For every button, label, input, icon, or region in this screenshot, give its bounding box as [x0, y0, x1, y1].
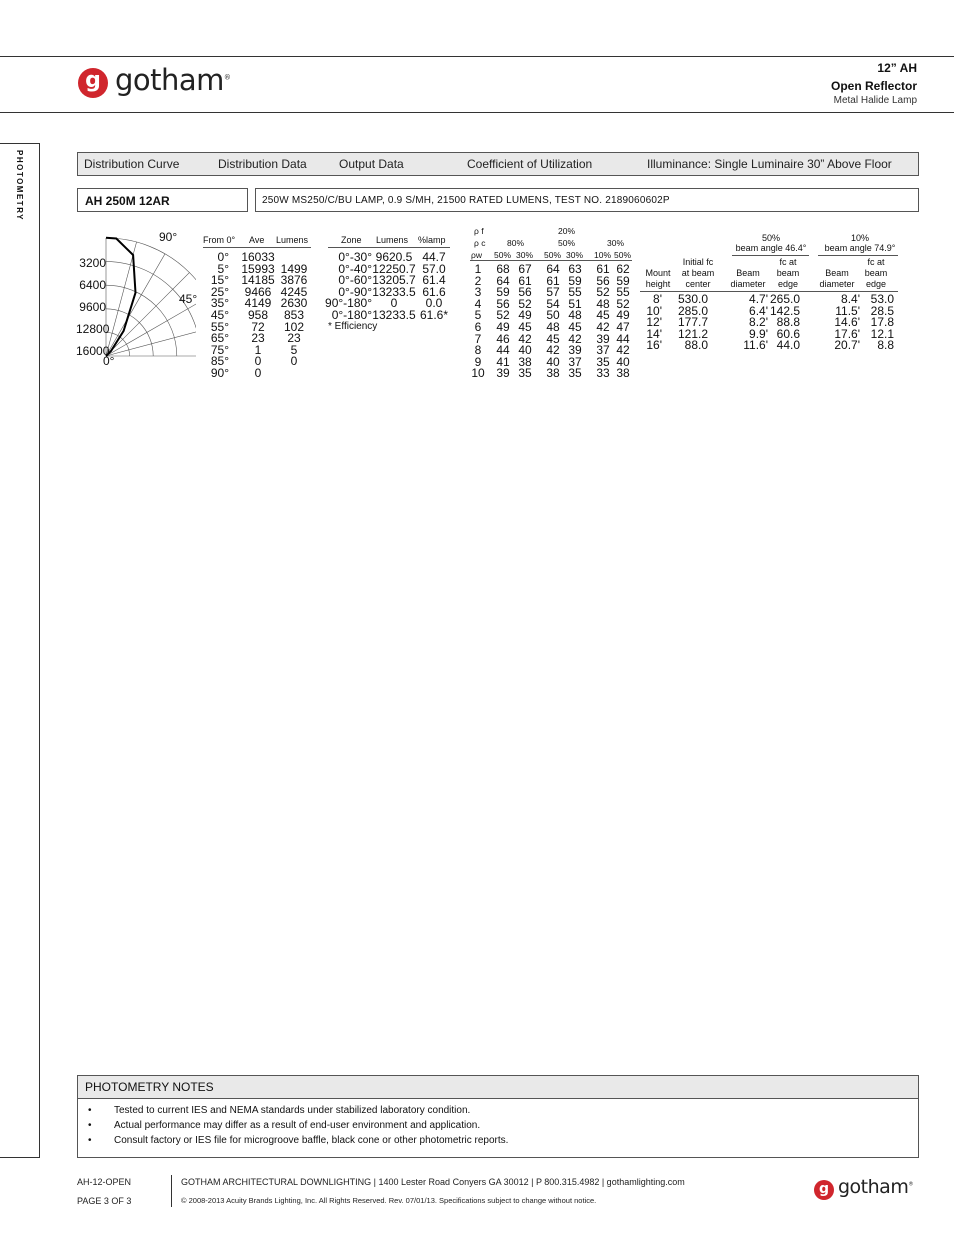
output-pct-column	[418, 252, 450, 322]
cu-rcr: 4	[474, 296, 482, 311]
cu-value: 40	[546, 354, 560, 369]
dist-angle-column	[203, 252, 229, 380]
cu-value: 61	[546, 273, 560, 288]
dist-ave: 72	[251, 319, 265, 334]
initial-fc: 177.7	[677, 315, 708, 330]
radial-label: 6400	[79, 278, 106, 292]
cu-value: 56	[596, 273, 610, 288]
initial-header: at beam	[681, 268, 715, 278]
cu-value: 38	[616, 366, 630, 381]
dist-lumens: 1499	[280, 261, 308, 276]
dist-angle: 55°	[210, 319, 229, 334]
beam2-fc: 8.8	[877, 338, 894, 353]
dist-lumens	[276, 368, 312, 380]
initial-fc: 88.0	[684, 338, 708, 353]
dist-ave: 16033	[241, 250, 275, 264]
beam1-rule	[732, 255, 809, 256]
mount-height: 12'	[646, 315, 662, 330]
cu-sub-header: 50%	[494, 250, 512, 260]
cu-sub-header: 50%	[614, 250, 632, 260]
brand-wordmark: gotham®	[115, 63, 231, 97]
output-lumens: 13233.5	[372, 307, 416, 322]
output-lumens: 12250.7	[372, 261, 416, 276]
footer-address: GOTHAM ARCHITECTURAL DOWNLIGHTING | 1400 Lester Road Conyers GA 30012 | P 800.315.4982 | gothamlighting.com	[181, 1177, 685, 1187]
cu-value: 42	[616, 343, 630, 358]
radial-label: 3200	[79, 256, 106, 270]
output-zone: 0°-40°	[338, 261, 372, 276]
cu-value: 55	[568, 285, 582, 300]
product-subtitle: Open Reflector	[830, 79, 917, 93]
cu-rcr-column	[470, 264, 486, 380]
initial-header: Initial fc	[682, 257, 714, 267]
radial-label: 12800	[76, 322, 110, 336]
mount-height: 16'	[646, 338, 662, 353]
beam2-rule	[818, 255, 898, 256]
dist-lumens: 5	[290, 342, 298, 357]
cu-group-50: 50%	[558, 238, 576, 248]
dist-ave: 958	[247, 307, 269, 322]
radial-label: 16000	[76, 344, 110, 358]
cu-value: 45	[568, 319, 582, 334]
polar-spoke	[106, 273, 189, 356]
output-pct: 57.0	[422, 261, 446, 276]
cu-value: 56	[496, 296, 510, 311]
cu-value: 59	[616, 273, 630, 288]
beam2-fc: 12.1	[870, 326, 894, 341]
beam1-diameter: 6.4'	[749, 303, 768, 318]
cu-value: 39	[596, 331, 610, 346]
cu-value: 51	[568, 296, 582, 311]
product-title: 12” AH	[877, 61, 917, 75]
gotham-logo-icon: g	[78, 68, 108, 98]
beam2-diameter: 20.7'	[834, 338, 860, 353]
cu-value: 59	[496, 285, 510, 300]
dist-header-lumens: Lumens	[276, 235, 309, 245]
cu-value: 47	[616, 319, 630, 334]
beam2-diameter: 17.6'	[834, 326, 860, 341]
beam2-fc-header: fc at	[867, 257, 885, 267]
lamp-info: 250W MS250/C/BU LAMP, 0.9 S/MH, 21500 RATED LUMENS, TEST NO. 2189060602P	[255, 188, 919, 212]
output-header-rule	[328, 247, 450, 248]
cu-rcr: 2	[474, 273, 482, 288]
cu-value: 63	[568, 262, 582, 276]
cu-value: 56	[518, 285, 532, 300]
beam1-fc: 265.0	[769, 292, 800, 306]
cu-value: 38	[546, 366, 560, 381]
dist-angle: 5°	[217, 261, 229, 276]
radial-label: 9600	[79, 300, 106, 314]
initial-fc-column	[676, 294, 708, 352]
cu-value: 39	[568, 343, 582, 358]
initial-fc: 121.2	[677, 326, 708, 341]
dist-lumens: 0	[290, 354, 298, 369]
beam2-fc-header: beam	[864, 268, 888, 278]
dist-header-rule	[203, 247, 311, 248]
cu-value: 41	[496, 354, 510, 369]
output-pct: 0.0	[425, 296, 443, 311]
output-zone: 0°-60°	[338, 273, 372, 288]
tab-distribution-data: Distribution Data	[218, 157, 307, 171]
beam1-diameter: 8.2'	[749, 315, 768, 330]
output-lumens: 13205.7	[372, 273, 416, 288]
cu-column	[516, 264, 534, 380]
dist-ave: 4149	[244, 296, 272, 311]
cu-value: 37	[596, 343, 610, 358]
cu-value: 48	[568, 308, 582, 323]
dist-angle: 90°	[210, 365, 229, 380]
footer-brand-wordmark: gotham®	[838, 1176, 913, 1198]
section-label: PHOTOMETRY	[15, 150, 24, 222]
beam2-fc: 28.5	[870, 303, 894, 318]
cu-sub-header: 50%	[544, 250, 562, 260]
cu-value: 45	[546, 331, 560, 346]
photometry-notes	[77, 1075, 919, 1158]
side-divider	[39, 143, 40, 1158]
cu-value: 67	[518, 262, 532, 276]
cu-value: 42	[568, 331, 582, 346]
cu-value: 64	[546, 262, 560, 276]
dist-lumens-column	[276, 252, 312, 380]
tab-distribution-curve: Distribution Curve	[84, 157, 180, 171]
output-lumens: 13233.5	[372, 284, 416, 299]
output-zone: 0°-30°	[338, 250, 372, 264]
mount-header: height	[645, 279, 671, 289]
dist-lumens: 853	[283, 307, 305, 322]
output-pct: 61.4	[422, 273, 446, 288]
cu-value: 37	[568, 354, 582, 369]
cu-rcr: 5	[474, 308, 482, 323]
cu-value: 44	[496, 343, 510, 358]
doc-id: AH-12-OPEN	[77, 1177, 132, 1187]
cu-sub-header: 30%	[566, 250, 584, 260]
mount-height: 8'	[653, 292, 662, 306]
beam2-diameter: 8.4'	[841, 292, 860, 306]
cu-value: 35	[518, 366, 532, 381]
beam2-fc-column	[860, 294, 894, 352]
beam1-diameter: 11.6'	[743, 338, 768, 353]
dist-ave: 0	[254, 354, 262, 369]
cu-value: 38	[518, 354, 532, 369]
output-pct: 61.6	[422, 284, 446, 299]
dist-ave: 9466	[244, 284, 272, 299]
cu-group-30: 30%	[607, 238, 625, 248]
cu-value: 39	[496, 366, 510, 381]
cu-rcr: 3	[474, 285, 482, 300]
beam1-fc-column	[768, 294, 800, 352]
cu-value: 45	[596, 308, 610, 323]
cu-row-label-pc: ρ c	[474, 238, 486, 248]
cu-sub-header: 30%	[516, 250, 534, 260]
cu-value: 50	[546, 308, 560, 323]
cu-rcr: 10	[471, 366, 485, 381]
beam1-angle: beam angle 46.4°	[735, 243, 807, 253]
dist-angle: 85°	[210, 354, 229, 369]
cu-value: 46	[496, 331, 510, 346]
dist-ave-column	[240, 252, 276, 380]
cu-value: 61	[596, 262, 610, 276]
angle-label-45: 45°	[179, 292, 198, 306]
cu-value: 48	[546, 319, 560, 334]
dist-angle: 35°	[210, 296, 229, 311]
beam2-fc: 17.8	[870, 315, 894, 330]
cu-value: 59	[568, 273, 582, 288]
output-header-zone: Zone	[341, 235, 362, 245]
model-number: AH 250M 12AR	[77, 188, 248, 212]
cu-value: 52	[596, 285, 610, 300]
output-zone-column	[322, 252, 372, 322]
cu-value: 49	[616, 308, 630, 323]
output-zone: 90°-180°	[325, 296, 372, 311]
output-header-pct: %lamp	[418, 235, 446, 245]
tab-illuminance: Illuminance: Single Luminaire 30” Above Floor	[647, 157, 892, 171]
dist-lumens: 3876	[280, 273, 308, 288]
notes-title: PHOTOMETRY NOTES	[78, 1076, 918, 1099]
output-lumens: 9620.5	[375, 250, 413, 264]
beam1-fc: 142.5	[769, 303, 800, 318]
page-number: PAGE 3 OF 3	[77, 1196, 132, 1206]
mount-height-column	[640, 294, 662, 352]
beam1-fc-header: beam	[776, 268, 800, 278]
cu-value: 62	[616, 262, 630, 276]
output-pct: 61.6*	[419, 307, 449, 322]
cu-value: 55	[616, 285, 630, 300]
dist-lumens: 4245	[280, 284, 308, 299]
cu-value: 57	[546, 285, 560, 300]
beam1-fc-header: fc at	[779, 257, 797, 267]
cu-value: 42	[546, 343, 560, 358]
cu-column	[544, 264, 562, 380]
candela-curve	[106, 238, 136, 356]
dist-angle: 65°	[210, 331, 229, 346]
beam2-pct: 10%	[850, 233, 869, 243]
cu-value: 35	[596, 354, 610, 369]
cu-value: 48	[596, 296, 610, 311]
cu-value: 52	[496, 308, 510, 323]
beam2-diameter-header: Beam	[825, 268, 849, 278]
cu-rcr: 7	[474, 331, 482, 346]
cu-rcr: 1	[474, 262, 482, 276]
beam1-diameter-header: Beam	[736, 268, 760, 278]
beam1-fc-header: edge	[777, 279, 799, 289]
initial-fc: 530.0	[677, 292, 708, 306]
beam2-diameter: 14.6'	[834, 315, 860, 330]
beam1-diameter: 9.9'	[749, 326, 768, 341]
output-lumens-column	[372, 252, 416, 322]
dist-angle: 45°	[210, 307, 229, 322]
cu-value: 49	[518, 308, 532, 323]
cu-value: 42	[596, 319, 610, 334]
cu-rcr: 9	[474, 354, 482, 369]
cu-value: 52	[616, 296, 630, 311]
note-item: • Actual performance may differ as a result of end-user environment and application.	[88, 1120, 481, 1131]
beam2-fc: 53.0	[870, 292, 894, 306]
lamp-type: Metal Halide Lamp	[833, 95, 917, 106]
cu-rcr: 8	[474, 343, 482, 358]
cu-value: 35	[568, 366, 582, 381]
mount-header: Mount	[645, 268, 671, 278]
beam1-fc: 44.0	[776, 338, 800, 353]
cu-group-20-top: 20%	[558, 226, 576, 236]
cu-row-label-pw: ρw	[471, 250, 482, 260]
cu-value: 42	[518, 331, 532, 346]
dist-lumens: 102	[283, 319, 305, 334]
dist-angle: 0°	[217, 250, 229, 264]
beam1-diameter: 4.7'	[749, 292, 768, 306]
output-lumens: 0	[390, 296, 398, 311]
beam2-fc-header: edge	[865, 279, 887, 289]
footer-gotham-logo-icon: g	[814, 1180, 834, 1200]
dist-angle: 25°	[210, 284, 229, 299]
note-item: • Consult factory or IES file for microgroove baffle, black cone or other photometric reports.	[88, 1135, 509, 1146]
cu-value: 49	[496, 319, 510, 334]
side-top-rule	[0, 143, 40, 144]
mount-height: 10'	[646, 303, 662, 318]
dist-header-ave: Ave	[249, 235, 265, 245]
beam1-pct: 50%	[761, 233, 780, 243]
tab-cu: Coefficient of Utilization	[467, 157, 593, 171]
cu-value: 40	[518, 343, 532, 358]
output-header-lumens: Lumens	[376, 235, 409, 245]
cu-value: 54	[546, 296, 560, 311]
cu-rcr: 6	[474, 319, 482, 334]
polar-spoke	[106, 254, 165, 356]
dist-header-from: From 0°	[203, 235, 236, 245]
beam1-diameter-header: diameter	[730, 279, 766, 289]
cu-row-label-pf: ρ f	[474, 226, 484, 236]
mount-height: 14'	[646, 326, 662, 341]
output-zone: 0°-180°	[331, 307, 372, 322]
beam2-diameter-column	[822, 294, 860, 352]
initial-header: center	[685, 279, 711, 289]
angle-label-90: 90°	[159, 230, 178, 244]
beam1-diameter-column	[730, 294, 768, 352]
beam2-diameter: 11.5'	[835, 303, 860, 318]
efficiency-note: * Efficiency	[328, 321, 378, 332]
cu-value: 33	[596, 366, 610, 381]
dist-ave: 0	[254, 365, 262, 380]
dist-ave: 23	[251, 331, 265, 346]
polar-spoke	[106, 242, 137, 356]
angle-label-0: 0°	[103, 354, 115, 368]
footer-divider	[171, 1175, 172, 1207]
initial-fc: 285.0	[677, 303, 708, 318]
beam2-angle: beam angle 74.9°	[824, 243, 896, 253]
output-zone: 0°-90°	[338, 284, 372, 299]
dist-ave: 14185	[241, 273, 275, 288]
cu-value: 61	[518, 273, 532, 288]
dist-angle: 75°	[210, 342, 229, 357]
dist-lumens: 2630	[280, 296, 308, 311]
beam1-fc: 60.6	[776, 326, 800, 341]
dist-ave: 15993	[241, 261, 275, 276]
cu-value: 40	[616, 354, 630, 369]
section-tab-bar	[77, 152, 919, 176]
beam2-diameter-header: diameter	[819, 279, 855, 289]
cu-sub-header: 10%	[594, 250, 612, 260]
dist-lumens: 23	[287, 331, 301, 346]
note-item: • Tested to current IES and NEMA standards under stabilized laboratory condition.	[88, 1105, 471, 1116]
cu-value: 44	[616, 331, 630, 346]
cu-value: 45	[518, 319, 532, 334]
cu-column	[594, 264, 612, 380]
cu-value: 64	[496, 273, 510, 288]
tab-output-data: Output Data	[339, 157, 404, 171]
cu-header-rule	[470, 260, 632, 261]
dist-angle: 15°	[210, 273, 229, 288]
cu-group-80: 80%	[507, 238, 525, 248]
header-top-rule	[0, 56, 954, 57]
cu-column	[614, 264, 632, 380]
beam1-fc: 88.8	[776, 315, 800, 330]
output-pct: 44.7	[422, 250, 446, 264]
side-bottom-rule	[0, 1157, 40, 1158]
dist-ave: 1	[254, 342, 262, 357]
footer-copyright: © 2008-2013 Acuity Brands Lighting, Inc. All Rights Reserved. Rev. 07/01/13. Specifications subject to change without notice.	[181, 1196, 597, 1205]
cu-column	[566, 264, 584, 380]
cu-value: 52	[518, 296, 532, 311]
header-bottom-rule	[0, 112, 954, 113]
cu-value: 68	[496, 262, 510, 276]
cu-column	[494, 264, 512, 380]
